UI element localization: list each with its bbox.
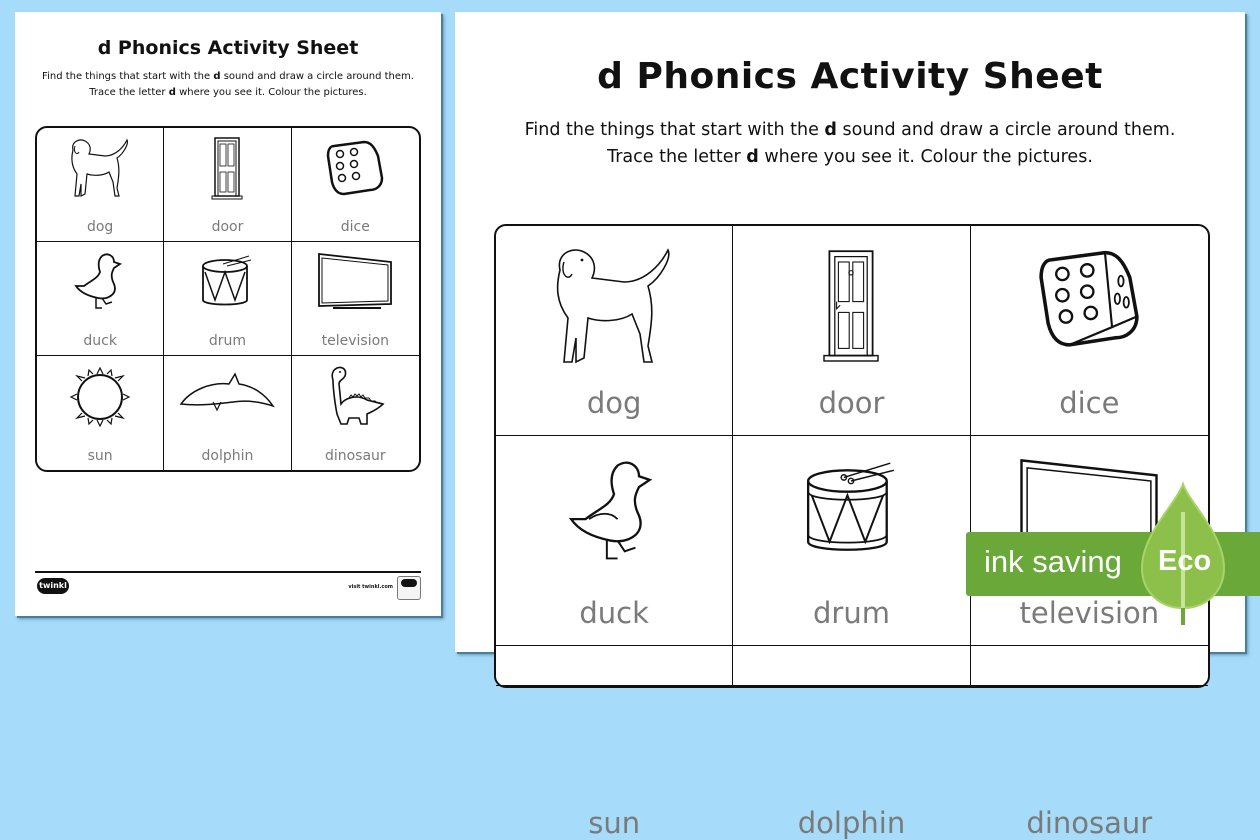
sheet-instructions: Find the things that start with the d sound and draw a circle around them. Trace the letter d where you see it. Colour the pictures. bbox=[42, 71, 414, 98]
footer-divider bbox=[35, 571, 421, 573]
grid-cell-drum bbox=[733, 436, 970, 646]
ink-saving-label: ink saving bbox=[984, 544, 1122, 579]
word-label: duck bbox=[579, 596, 649, 630]
dice-icon bbox=[324, 136, 386, 198]
grid-cell-dice bbox=[971, 226, 1208, 436]
grid-cell-drum bbox=[164, 242, 291, 356]
word-label: television bbox=[321, 333, 390, 349]
drum-icon bbox=[801, 452, 901, 560]
word-label: drum bbox=[208, 333, 247, 349]
grid-cell-television bbox=[292, 242, 419, 356]
door-icon bbox=[207, 136, 247, 202]
word-label: door bbox=[818, 386, 885, 420]
word-label: door bbox=[211, 219, 244, 235]
dog-icon bbox=[65, 136, 135, 202]
sun-icon bbox=[67, 364, 133, 430]
sheet-thumbnail[interactable] bbox=[15, 12, 441, 616]
word-label: dolphin bbox=[797, 806, 906, 840]
word-label: dice bbox=[340, 219, 370, 235]
grid-cell-duck bbox=[496, 436, 733, 646]
sheet-title: d Phonics Activity Sheet bbox=[597, 56, 1103, 97]
dice-icon bbox=[1034, 242, 1144, 352]
grid-cell-door bbox=[733, 226, 970, 436]
word-label: dinosaur bbox=[324, 448, 386, 464]
picture-grid bbox=[494, 224, 1210, 840]
sheet-title: d Phonics Activity Sheet bbox=[97, 37, 359, 59]
dinosaur-icon bbox=[323, 364, 387, 430]
grid-cell-sun bbox=[37, 356, 164, 470]
word-label: sun bbox=[588, 806, 641, 840]
grid-cell-dolphin bbox=[733, 646, 970, 840]
eco-badge-label: Eco bbox=[1158, 545, 1212, 577]
picture-grid bbox=[35, 126, 421, 472]
dolphin-icon bbox=[177, 364, 277, 414]
word-label: dinosaur bbox=[1026, 806, 1153, 840]
drum-icon bbox=[199, 250, 255, 310]
grid-cell-sun bbox=[496, 646, 733, 840]
word-label: dice bbox=[1059, 386, 1120, 420]
duck-icon bbox=[564, 452, 664, 572]
grid-cell-duck bbox=[37, 242, 164, 356]
grid-cell-door bbox=[164, 128, 291, 242]
grid-cell-dog bbox=[496, 226, 733, 436]
grid-cell-dog bbox=[37, 128, 164, 242]
grid-cell-dinosaur bbox=[971, 646, 1208, 840]
duck-icon bbox=[72, 250, 128, 314]
word-label: sun bbox=[87, 448, 113, 464]
word-label: dog bbox=[586, 386, 642, 420]
word-label: television bbox=[1019, 596, 1160, 630]
word-label: dolphin bbox=[201, 448, 254, 464]
door-icon bbox=[815, 242, 887, 372]
grid-cell-dolphin bbox=[164, 356, 291, 470]
television-icon bbox=[315, 250, 395, 312]
quality-badge-icon bbox=[397, 576, 421, 600]
visit-link[interactable]: visit twinkl.com bbox=[348, 584, 393, 590]
twinkl-logo: twinkl bbox=[37, 578, 69, 594]
word-label: duck bbox=[83, 333, 117, 349]
word-label: dog bbox=[86, 219, 114, 235]
sheet-instructions: Find the things that start with the d sound and draw a circle around them. Trace the letter d where you see it. Colour the pictures. bbox=[524, 120, 1176, 168]
grid-cell-dice bbox=[292, 128, 419, 242]
grid-cell-dinosaur bbox=[292, 356, 419, 470]
dog-icon bbox=[544, 242, 684, 374]
word-label: drum bbox=[813, 596, 890, 630]
